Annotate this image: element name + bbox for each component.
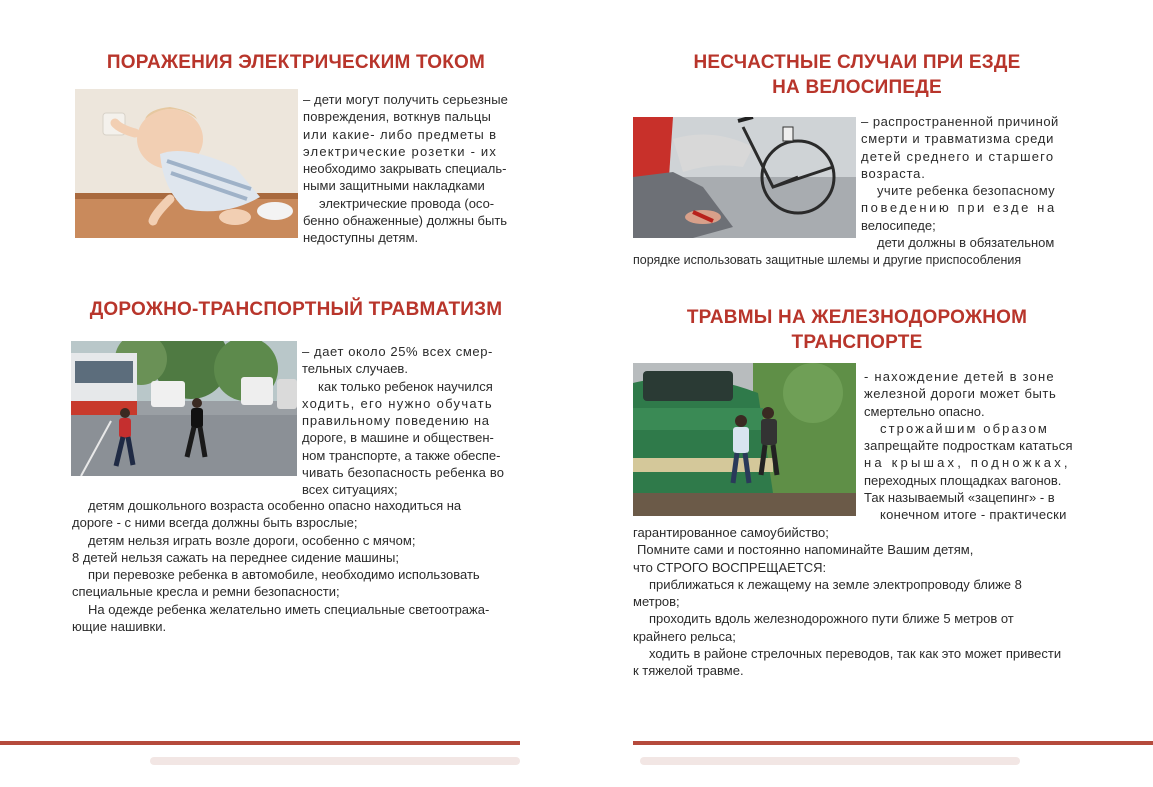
text-line: ющие нашивки. (72, 619, 167, 635)
street-crossing-photo (71, 341, 297, 476)
bicycle-side-text (861, 113, 1081, 251)
text-line: детей среднего и старшего (861, 148, 1055, 164)
text-line: правильному поведению на (302, 413, 490, 429)
text-line: проходить вдоль железнодорожного пути ближе 5 метров от (649, 611, 1014, 627)
text-line: возраста. (861, 165, 926, 181)
traffic-full-text (72, 497, 524, 635)
right-bottom-rule (633, 741, 1153, 745)
text-line: как только ребенок научился (318, 378, 493, 394)
baby-socket-photo (75, 89, 298, 238)
text-line: повреждения, воткнув пальцы (303, 109, 492, 125)
text-line: что СТРОГО ВОСПРЕЩАЕТСЯ: (633, 559, 827, 575)
text-line: смерти и травматизма среди (861, 131, 1055, 147)
text-line: – дети могут получить серьезные (303, 92, 508, 107)
text-line: переходных площадках вагонов. (864, 472, 1062, 488)
text-line: крайнего рельса; (633, 628, 736, 644)
text-line: чивать безопасность ребенка во (302, 465, 505, 481)
text-line: электрические провода (осо- (319, 195, 495, 211)
text-line: 8 детей нельзя сажать на переднее сидение машины; (72, 549, 399, 565)
text-line: дети должны в обязательном (877, 235, 1055, 251)
railway-title-line2: ТРАНСПОРТЕ (791, 332, 923, 353)
text-line: порядке использовать защитные шлемы и другие приспособления (633, 253, 1022, 267)
text-line: или какие- либо предметы в (303, 126, 497, 142)
text-line: детям нельзя играть возле дороги, особенно с мячом; (88, 532, 416, 548)
text-line: – распространенной причиной (861, 114, 1059, 129)
text-line: на крышах, подножках, (864, 455, 1071, 471)
road-traffic-title: ДОРОЖНО-ТРАНСПОРТНЫЙ ТРАВМАТИЗМ (89, 299, 503, 320)
text-line: тельных случаев. (302, 361, 408, 377)
traffic-side-text (302, 343, 524, 499)
electric-shock-title: ПОРАЖЕНИЯ ЭЛЕКТРИЧЕСКИМ ТОКОМ (106, 52, 486, 73)
text-line: недоступны детям. (303, 230, 419, 246)
text-line: бенно обнаженные) должны быть (303, 213, 508, 229)
train-hanging-photo (633, 363, 856, 516)
text-line: Помните сами и постоянно напоминайте Вашим детям, (637, 542, 974, 558)
text-line: строжайшим образом (880, 420, 1049, 436)
text-line: дороге - с ними всегда должны быть взрослые; (72, 515, 358, 531)
text-line: железной дороги может быть (864, 386, 1057, 402)
text-line: приближаться к лежащему на земле электропроводу ближе 8 (649, 576, 1022, 592)
text-line: ными защитными накладками (303, 178, 485, 194)
text-line: детям дошкольного возраста особенно опасно находиться на (88, 498, 462, 513)
text-line: специальные кресла и ремни безопасности; (72, 584, 340, 600)
bicycle-title-line2: НА ВЕЛОСИПЕДЕ (772, 77, 942, 98)
bicycle-full-text (633, 252, 1085, 269)
electric-text (303, 91, 525, 247)
bicycle-accident-photo (633, 117, 856, 238)
text-line: запрещайте подросткам кататься (864, 438, 1073, 454)
text-line: при перевозке ребенка в автомобиле, необходимо использовать (88, 567, 480, 583)
left-faded-footer (150, 757, 520, 765)
text-line: смертельно опасно. (864, 403, 985, 419)
text-line: – дает около 25% всех смер- (302, 344, 493, 359)
text-line: ном транспорте, а также обеспе- (302, 447, 501, 463)
text-line: - нахождение детей в зоне (864, 369, 1055, 384)
text-line: гарантированное самоубийство; (633, 525, 829, 540)
text-line: учите ребенка безопасному (877, 183, 1056, 199)
railway-full-text (633, 524, 1085, 680)
left-bottom-rule (0, 741, 520, 745)
text-line: электрические розетки - их (303, 143, 498, 159)
text-line: Так называемый «зацепинг» - в (864, 490, 1055, 506)
text-line: необходимо закрывать специаль- (303, 161, 507, 177)
text-line: к тяжелой травме. (633, 663, 744, 679)
text-line: конечном итоге - практически (880, 507, 1067, 523)
text-line: ходить в районе стрелочных переводов, так как это может привести (649, 646, 1062, 662)
text-line: поведению при езде на (861, 200, 1057, 216)
text-line: ходить, его нужно обучать (302, 395, 494, 411)
text-line: На одежде ребенка желательно иметь специальные светоотража- (88, 601, 490, 617)
text-line: дороге, в машине и обществен- (302, 430, 494, 446)
text-line: всех ситуациях; (302, 482, 398, 498)
railway-side-text (864, 368, 1082, 524)
bicycle-title-line1: НЕСЧАСТНЫЕ СЛУЧАИ ПРИ ЕЗДЕ (693, 52, 1021, 73)
right-faded-footer (640, 757, 1020, 765)
railway-title-line1: ТРАВМЫ НА ЖЕЛЕЗНОДОРОЖНОМ (686, 307, 1028, 328)
text-line: велосипеде; (861, 217, 936, 233)
text-line: метров; (633, 594, 680, 610)
